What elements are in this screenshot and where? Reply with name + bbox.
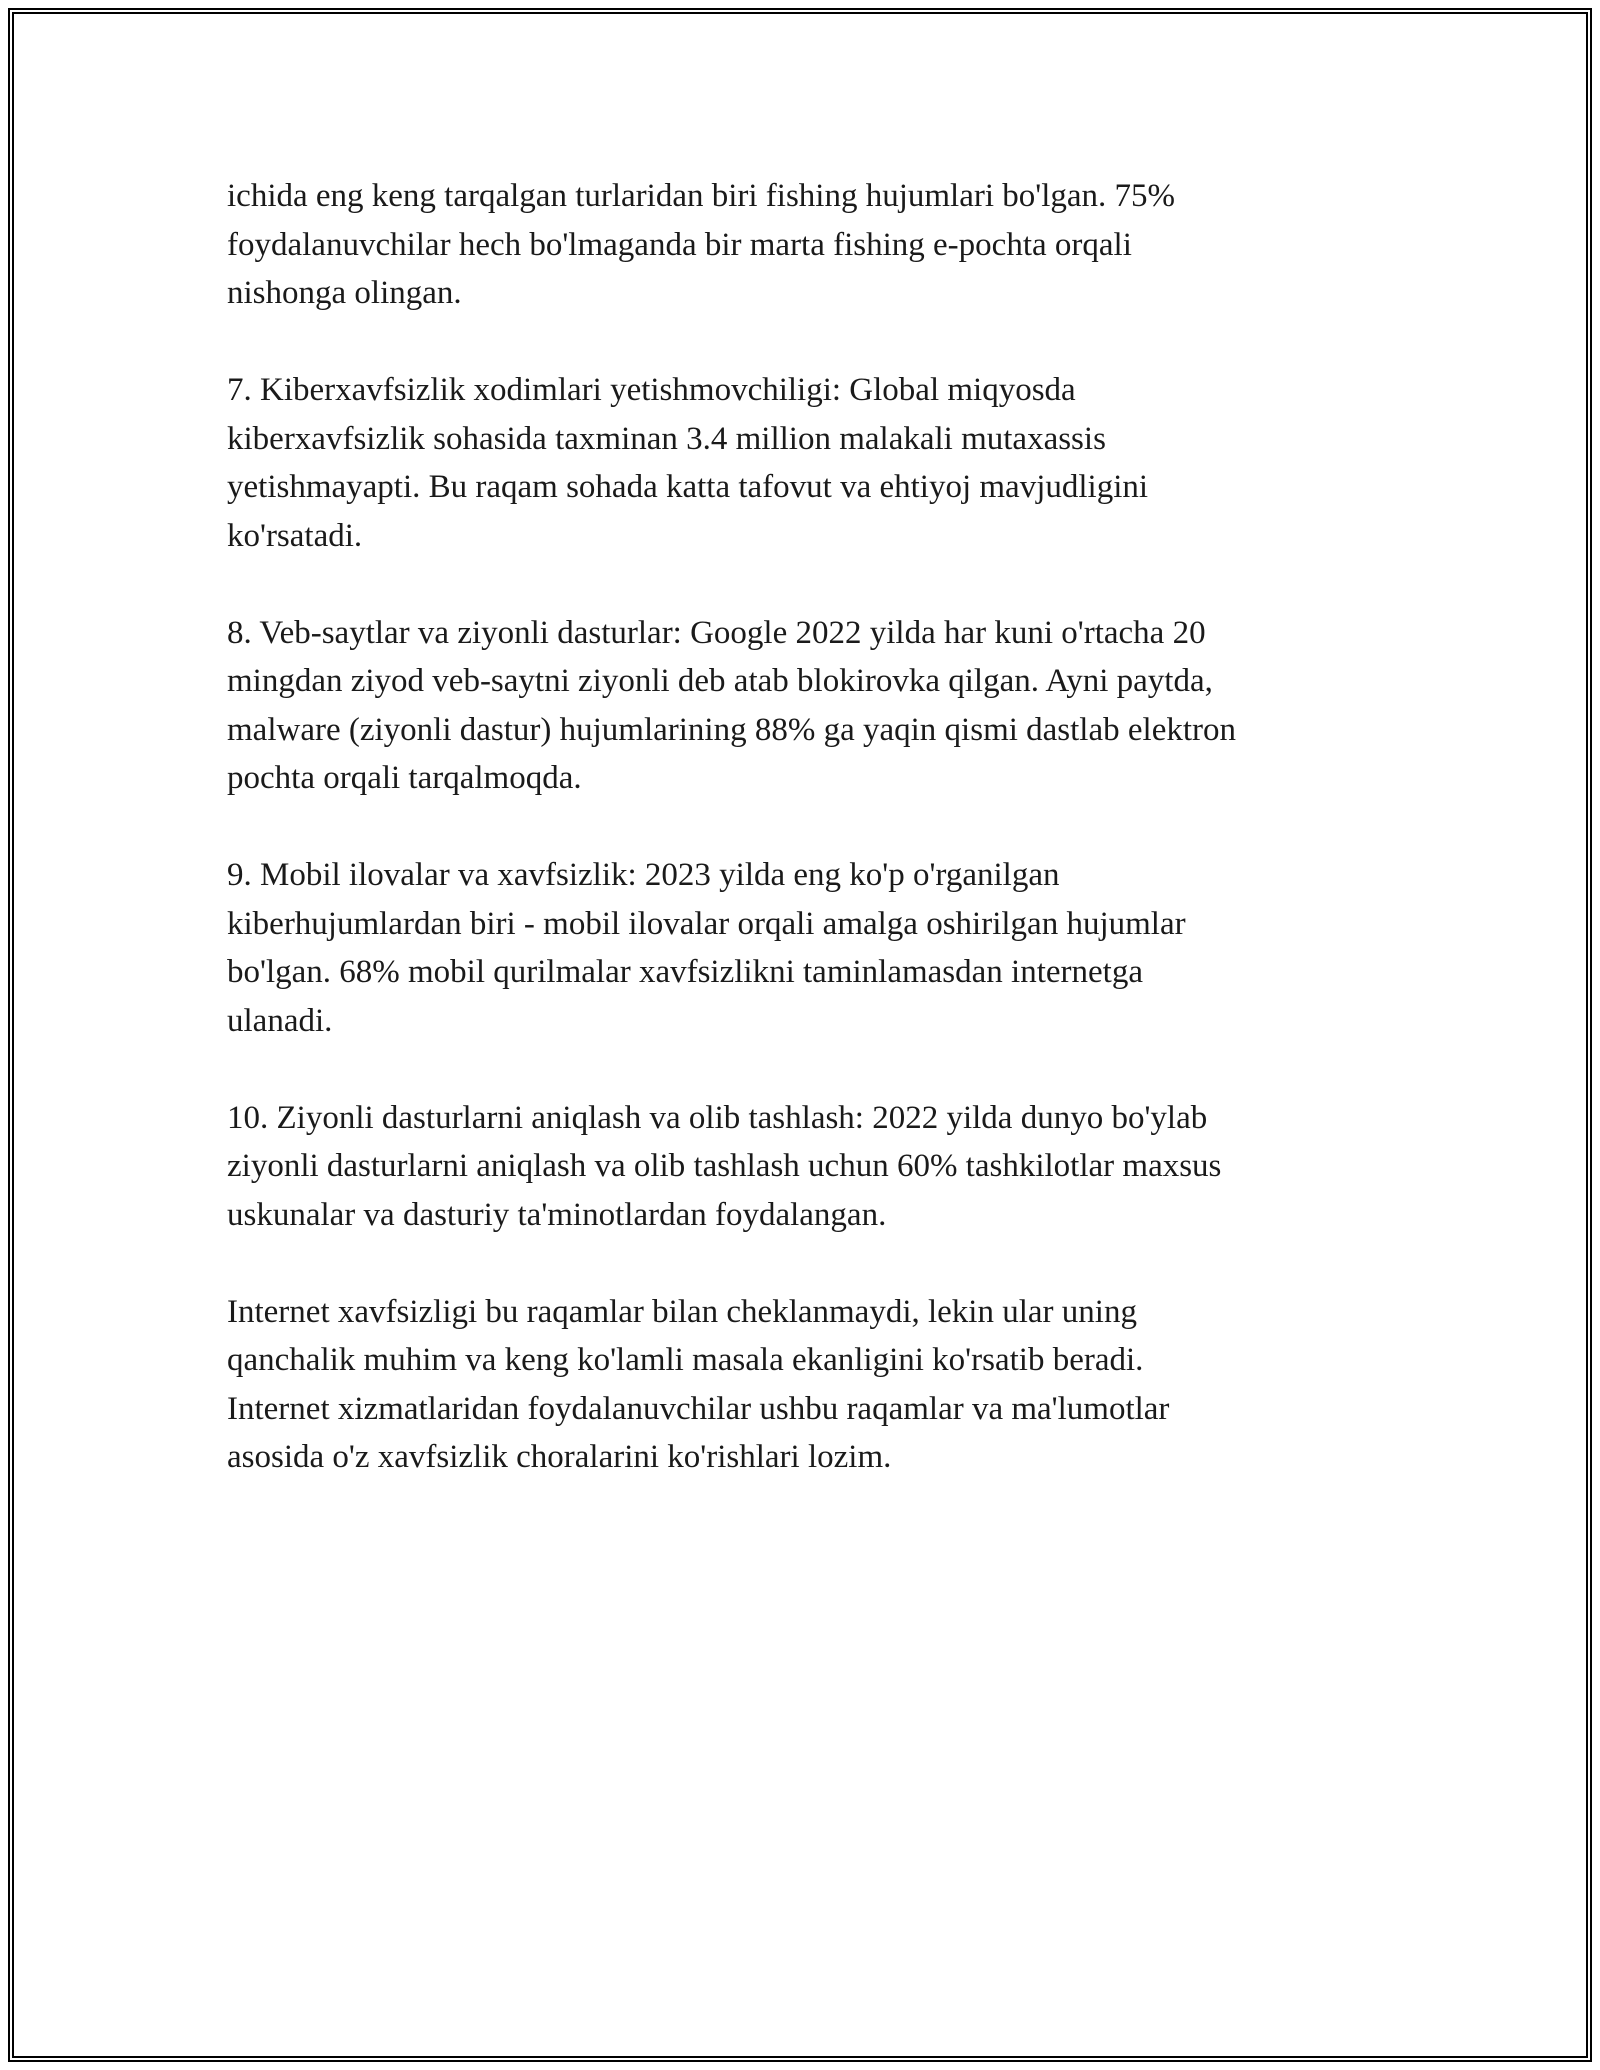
text-line: foydalanuvchilar hech bo'lmaganda bir marta fishing e-pochta orqali [227, 226, 1132, 263]
text-line: nishonga olingan. [227, 275, 462, 311]
text-line: 7. Kiberxavfsizlik xodimlari yetishmovchiligi: Global miqyosda [227, 372, 1076, 408]
text-line: yetishmayapti. Bu raqam sohada katta tafovut va ehtiyoj mavjudligini [227, 469, 1149, 505]
document-body [227, 172, 1377, 1530]
text-line: Internet xavfsizligi bu raqamlar bilan cheklanmaydi, lekin ular uning [227, 1293, 1137, 1330]
text-line: uskunalar va dasturiy ta'minotlardan foydalangan. [227, 1196, 887, 1233]
text-line: 8. Veb-saytlar va ziyonli dasturlar: Google 2022 yilda har kuni o'rtacha 20 [227, 614, 1206, 651]
paragraph-item-10 [227, 1094, 1377, 1240]
paragraph-phishing-continuation [227, 172, 1377, 318]
text-line: pochta orqali tarqalmoqda. [227, 760, 582, 796]
text-line: qanchalik muhim va keng ko'lamli masala ekanligini ko'rsatib beradi. [227, 1342, 1144, 1378]
text-line: ichida eng keng tarqalgan turlaridan biri fishing hujumlari bo'lgan. 75% [227, 178, 1176, 214]
text-line: ziyonli dasturlarni aniqlash va olib tashlash uchun 60% tashkilotlar maxsus [227, 1148, 1222, 1184]
paragraph-conclusion [227, 1288, 1377, 1482]
text-line: ko'rsatadi. [227, 517, 363, 554]
text-line: bo'lgan. 68% mobil qurilmalar xavfsizlikni taminlamasdan internetga [227, 954, 1143, 990]
text-line: 10. Ziyonli dasturlarni aniqlash va olib tashlash: 2022 yilda dunyo bo'ylab [227, 1099, 1208, 1136]
text-line: kiberhujumlardan biri - mobil ilovalar orqali amalga oshirilgan hujumlar [227, 905, 1186, 942]
paragraph-item-8 [227, 609, 1377, 803]
paragraph-item-9 [227, 851, 1377, 1045]
text-line: kiberxavfsizlik sohasida taxminan 3.4 million malakali mutaxassis [227, 420, 1106, 457]
text-line: asosida o'z xavfsizlik choralarini ko'rishlari lozim. [227, 1439, 892, 1475]
text-line: Internet xizmatlaridan foydalanuvchilar ushbu raqamlar va ma'lumotlar [227, 1390, 1170, 1427]
text-line: mingdan ziyod veb-saytni ziyonli deb atab blokirovka qilgan. Ayni paytda, [227, 663, 1213, 699]
paragraph-item-7 [227, 366, 1377, 560]
text-line: 9. Mobil ilovalar va xavfsizlik: 2023 yilda eng ko'p o'rganilgan [227, 857, 1060, 893]
text-line: malware (ziyonli dastur) hujumlarining 88% ga yaqin qismi dastlab elektron [227, 711, 1236, 748]
text-line: ulanadi. [227, 1002, 333, 1039]
